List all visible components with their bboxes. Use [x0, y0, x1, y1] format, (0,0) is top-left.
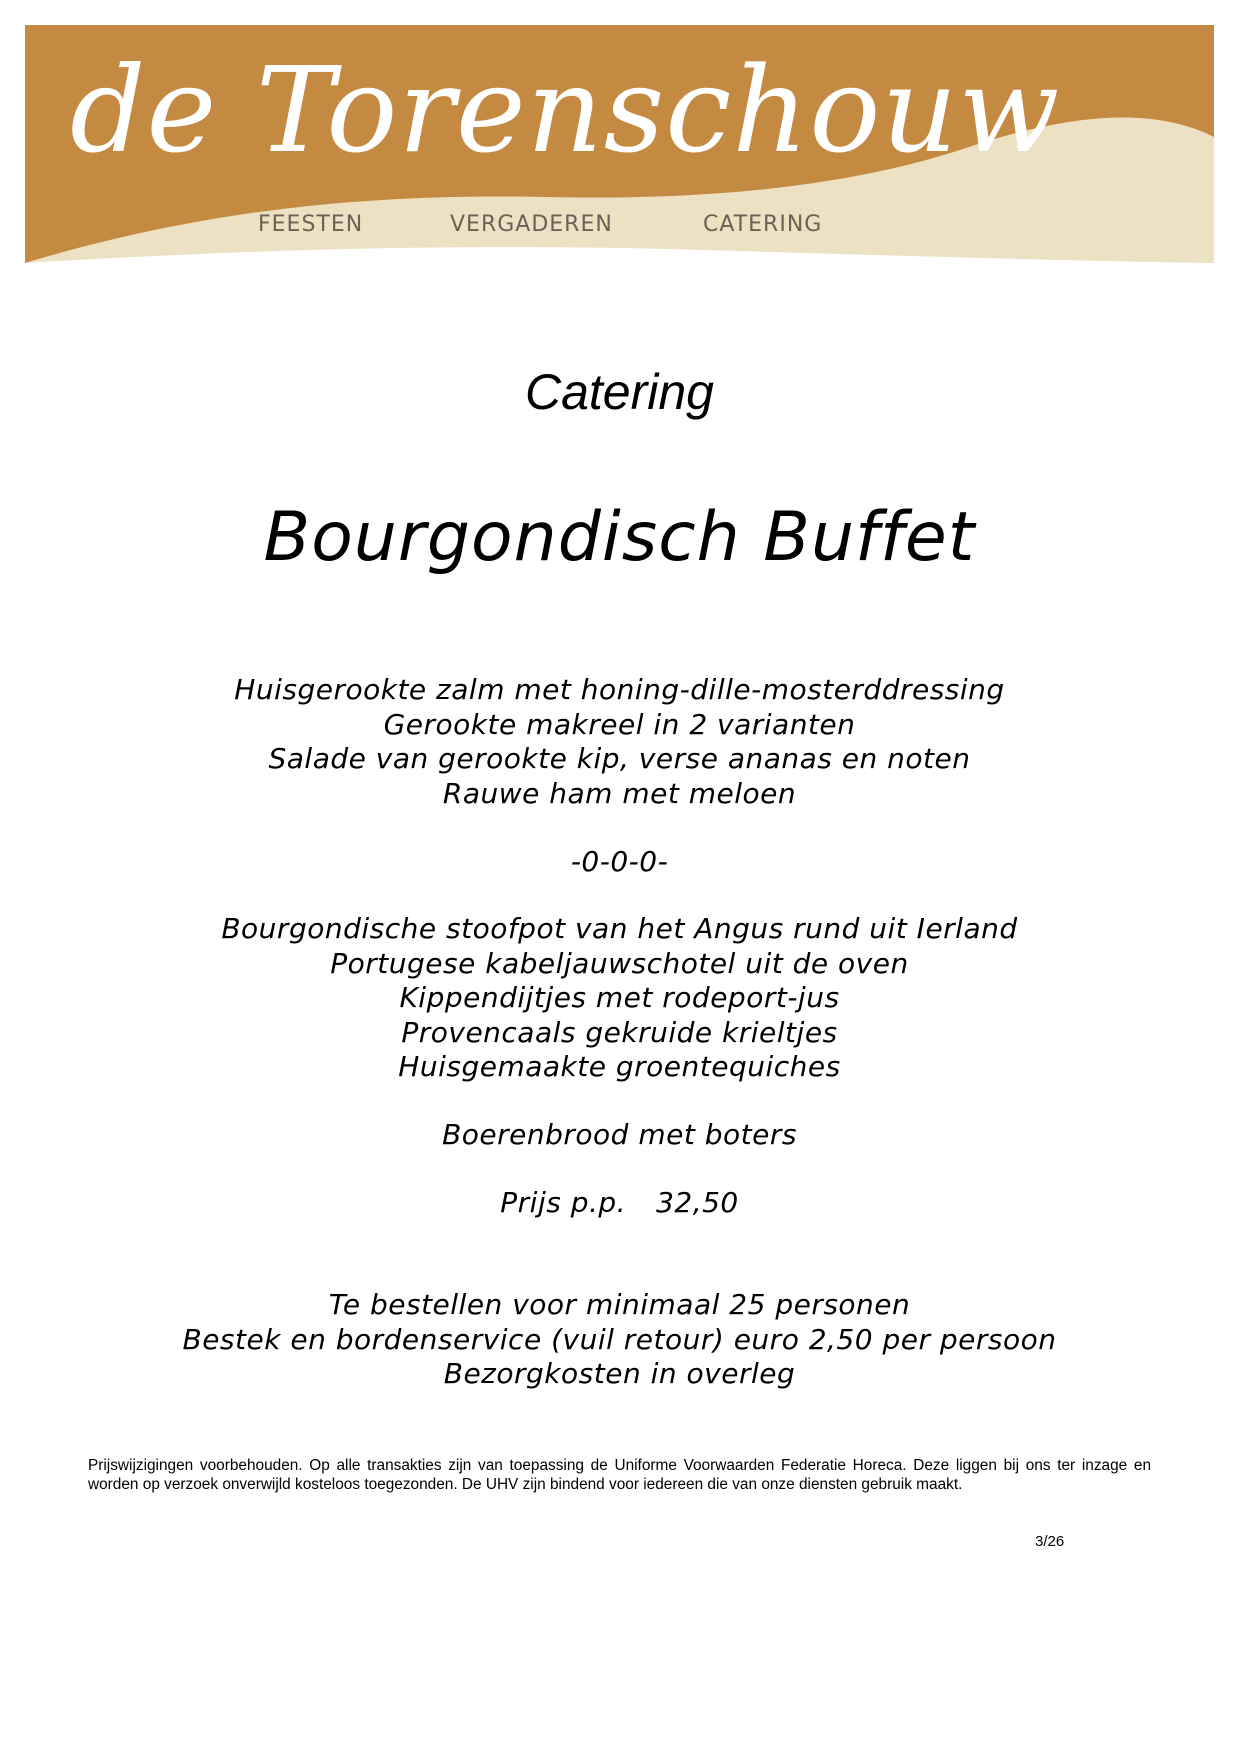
menu-item: Salade van gerookte kip, verse ananas en noten: [268, 742, 971, 775]
menu-item: Huisgerookte zalm met honing-dille-mosterddressing: [234, 673, 1005, 706]
nav-item-catering[interactable]: CATERING: [703, 212, 823, 237]
nav-item-vergaderen[interactable]: VERGADEREN: [450, 212, 613, 237]
order-info-line: Te bestellen voor minimaal 25 personen: [328, 1288, 911, 1321]
bread-item: Boerenbrood met boters: [442, 1118, 797, 1151]
disclaimer-text: Prijswijzigingen voorbehouden. Op alle transakties zijn van toepassing de Uniforme Voorwaarden Federatie Horeca. Deze liggen bij ons ter inzage en worden op verzoek onverwijld kosteloos toegezonden. De UHV zijn bindend voor iedereen die van onze diensten gebruik maakt.: [88, 1457, 1151, 1493]
order-info: [0, 1288, 1239, 1392]
brand-logo: de Torenschouw: [70, 41, 1061, 179]
order-info-line: Bestek en bordenservice (vuil retour) euro 2,50 per persoon: [182, 1322, 1057, 1356]
price-line: [0, 1186, 1239, 1221]
section-title: Catering: [525, 364, 714, 420]
menu-item: Bourgondische stoofpot van het Angus rund uit Ierland: [221, 912, 1018, 945]
menu-item: Rauwe ham met meloen: [442, 776, 797, 810]
warm-dishes-list: [0, 912, 1239, 1085]
menu-item: Portugese kabeljauwschotel uit de oven: [330, 946, 909, 980]
header-banner: [25, 25, 1214, 263]
page-number: 3/26: [1035, 1533, 1065, 1550]
menu-item: Kippendijtjes met rodeport-jus: [399, 981, 840, 1014]
cold-dishes-list: [0, 673, 1239, 811]
menu-item: Provencaals gekruide krieltjes: [401, 1015, 838, 1049]
course-separator: -0-0-0-: [570, 845, 669, 878]
menu-title: Bourgondisch Buffet: [263, 498, 976, 577]
price-value: 32,50: [656, 1186, 739, 1219]
price-label: Prijs p.p.: [500, 1186, 627, 1219]
menu-item: Huisgemaakte groentequiches: [398, 1050, 841, 1083]
order-info-line: Bezorgkosten in overleg: [443, 1357, 796, 1390]
menu-item: Gerookte makreel in 2 varianten: [383, 707, 856, 741]
nav-item-feesten[interactable]: FEESTEN: [258, 212, 364, 237]
